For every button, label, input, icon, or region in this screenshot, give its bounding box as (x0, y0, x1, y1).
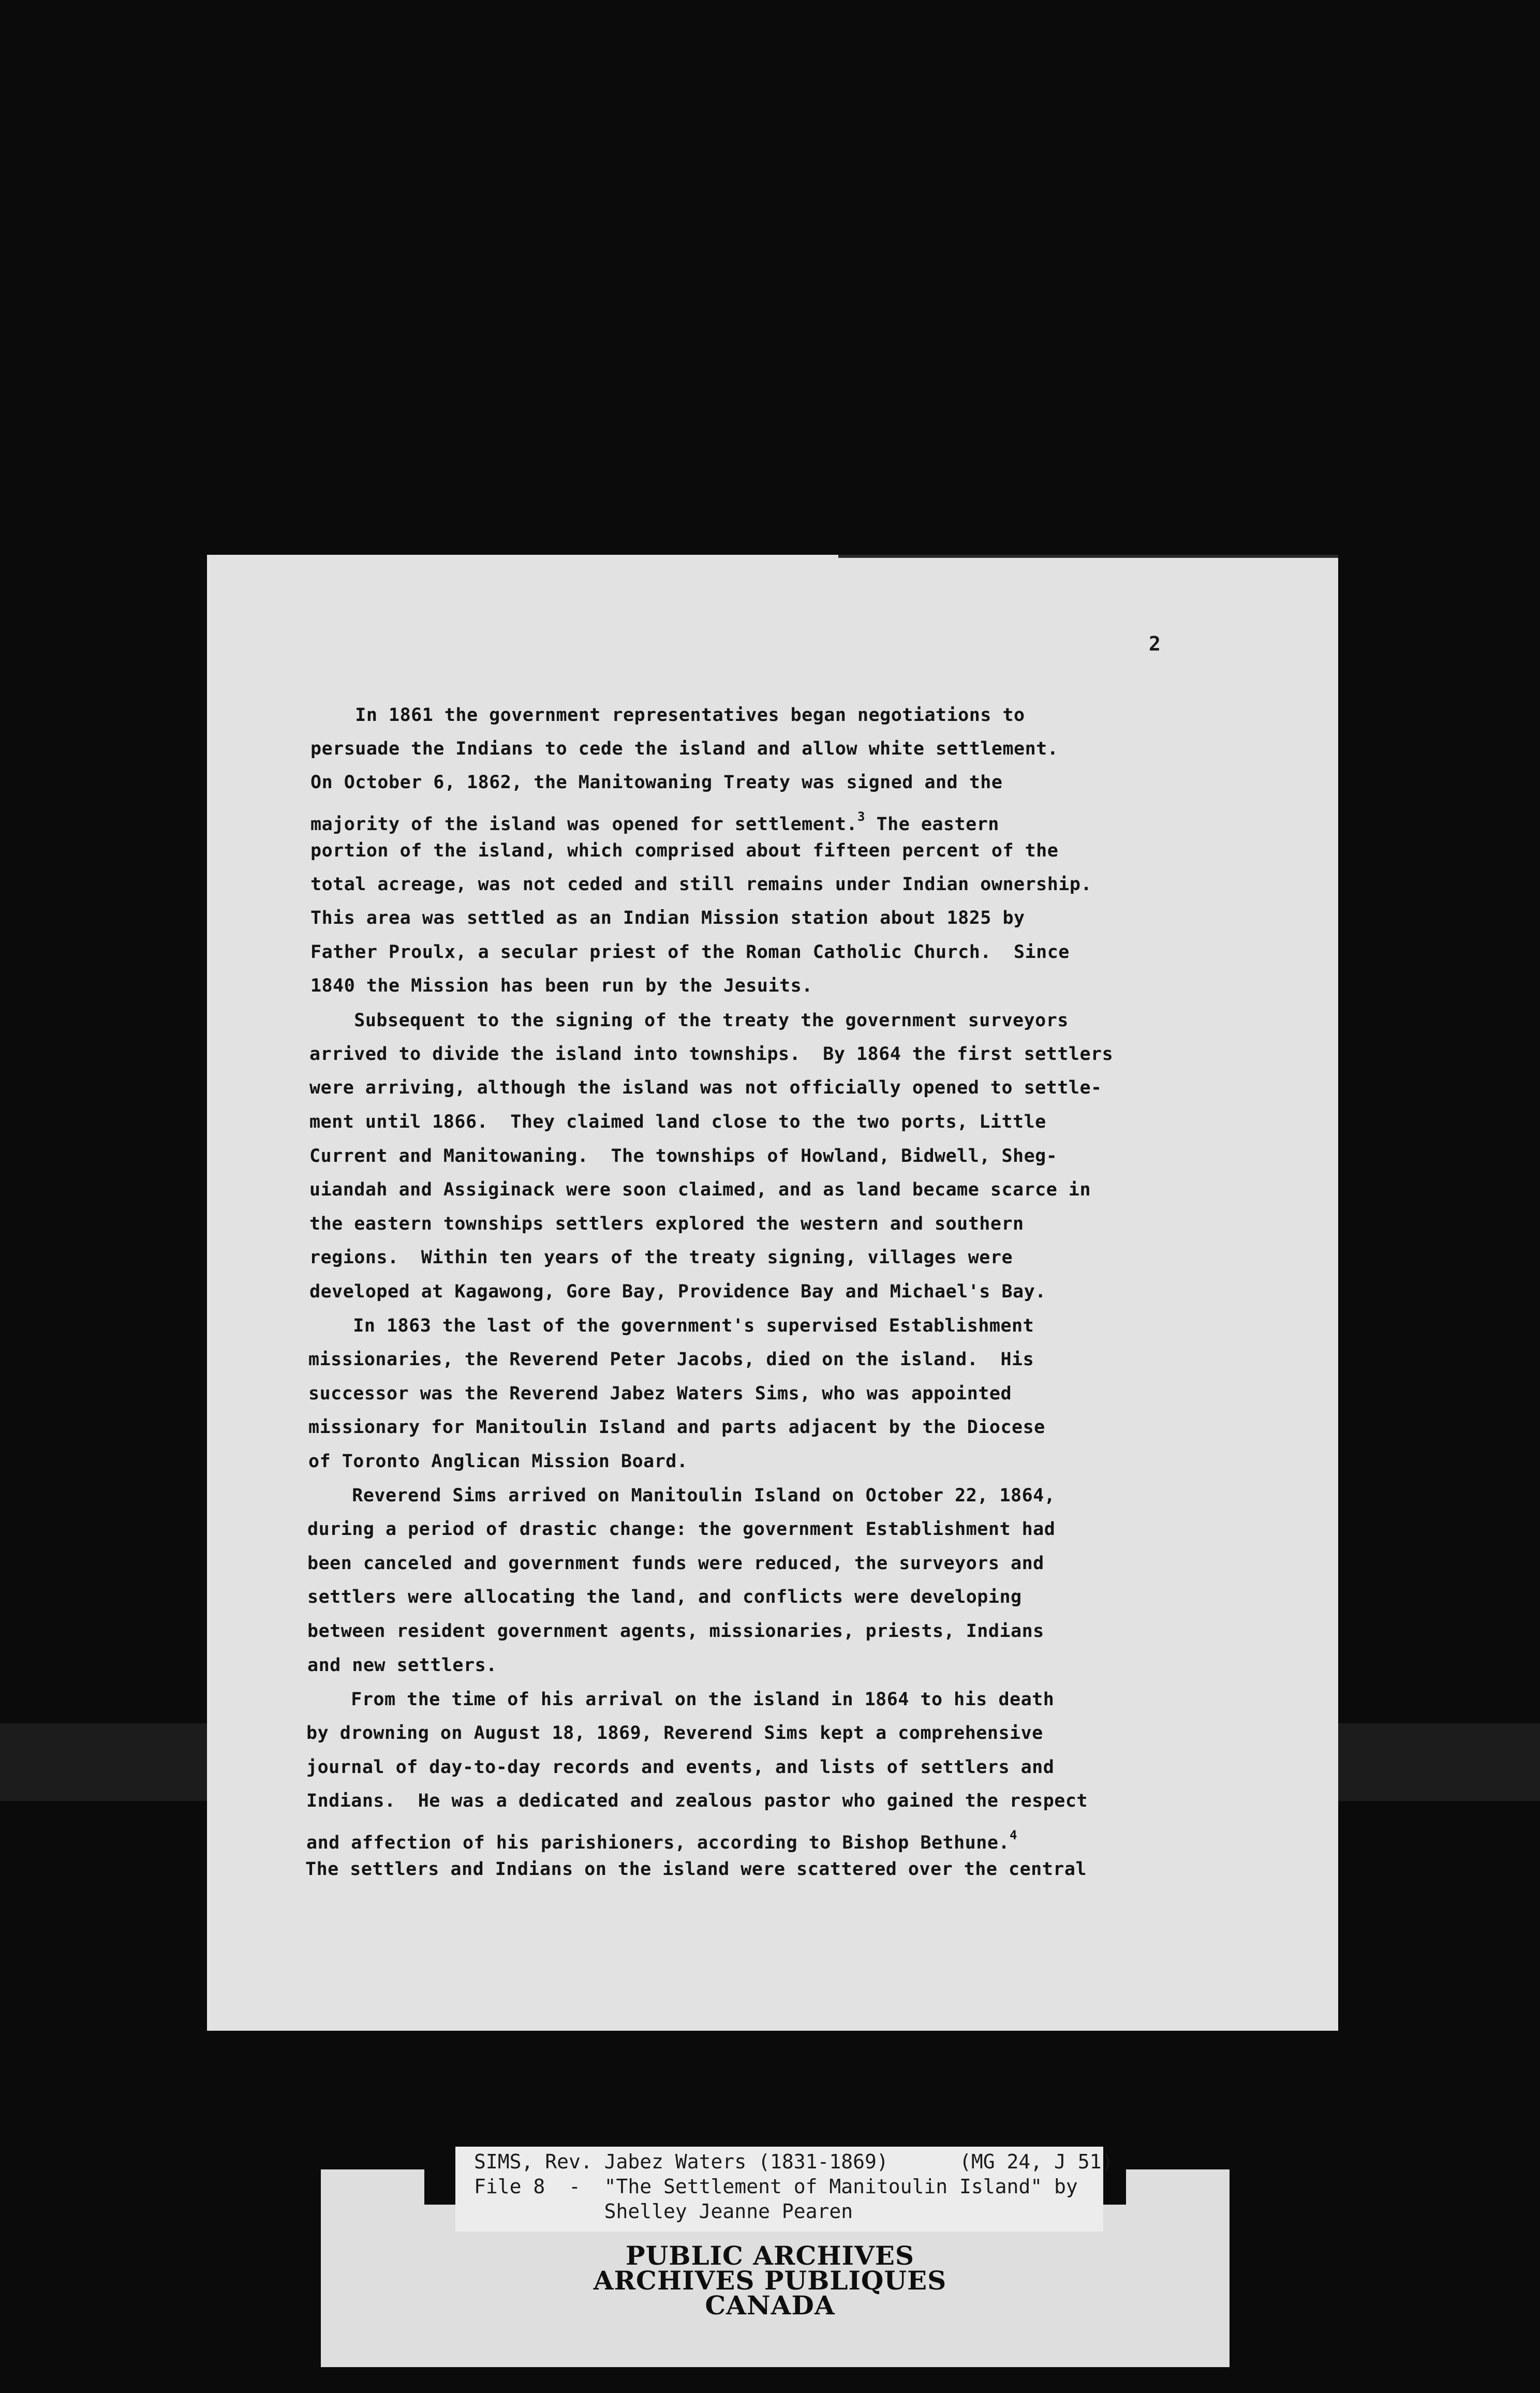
text-line: Indians. He was a dedicated and zealous pastor who gained the respect (306, 1791, 1088, 1811)
text-line: total acreage, was not ceded and still remains under Indian ownership. (310, 874, 1092, 895)
text-line: been canceled and government funds were reduced, the surveyors and (307, 1553, 1044, 1574)
text-line: In 1861 the government representatives began negotiations to (310, 705, 1025, 726)
text-line: the eastern townships settlers explored the western and southern (309, 1214, 1024, 1234)
page-number: 2 (1149, 632, 1161, 655)
text-line: developed at Kagawong, Gore Bay, Providence Bay and Michael's Bay. (309, 1281, 1046, 1302)
text-line: missionaries, the Reverend Peter Jacobs, died on the island. His (308, 1349, 1034, 1370)
text-line: Subsequent to the signing of the treaty the government surveyors (309, 1010, 1069, 1031)
catalog-card (455, 2147, 1114, 2232)
text-line: ment until 1866. They claimed land close to the two ports, Little (309, 1112, 1046, 1132)
text-line: regions. Within ten years of the treaty signing, villages were (309, 1247, 1013, 1268)
text-line: journal of day-to-day records and events, and lists of settlers and (306, 1757, 1055, 1778)
text-line: 1840 the Mission has been run by the Jesuits. (310, 976, 813, 996)
text-line: From the time of his arrival on the island in 1864 to his death (306, 1689, 1055, 1710)
catalog-line: File 8 - "The Settlement of Manitoulin Island" by (474, 2175, 1078, 2198)
archives-stamp-line: CANADA (705, 2290, 835, 2321)
text-line: On October 6, 1862, the Manitowaning Treaty was signed and the (310, 772, 1003, 793)
text-line (306, 1825, 1017, 1853)
text-line: Father Proulx, a secular priest of the Roman Catholic Church. Since (310, 942, 1070, 963)
text-line: missionary for Manitoulin Island and parts adjacent by the Diocese (308, 1417, 1045, 1438)
text-line: Reverend Sims arrived on Manitoulin Island on October 22, 1864, (307, 1485, 1056, 1506)
text-line: In 1863 the last of the government's supervised Establishment (308, 1316, 1034, 1336)
text-line: were arriving, although the island was not officially opened to settle- (309, 1077, 1102, 1098)
text-line (310, 806, 999, 835)
archives-stamp-line: PUBLIC ARCHIVES (626, 2240, 914, 2271)
text-line: settlers were allocating the land, and conflicts were developing (307, 1587, 1022, 1607)
text-line: of Toronto Anglican Mission Board. (308, 1451, 688, 1472)
text-line: persuade the Indians to cede the island and allow white settlement. (310, 738, 1059, 759)
text-line: and new settlers. (307, 1655, 497, 1676)
text-line-part: majority of the island was opened for settlement. (310, 814, 858, 835)
text-line: by drowning on August 18, 1869, Reverend Sims kept a comprehensive (306, 1723, 1043, 1744)
footnote-marker: 3 (857, 809, 865, 824)
text-line: during a period of drastic change: the government Establishment had (307, 1519, 1056, 1540)
footnote-marker: 4 (1010, 1828, 1017, 1842)
text-line-part: and affection of his parishioners, according to Bishop Bethune. (306, 1833, 1010, 1853)
text-line: arrived to divide the island into townships. By 1864 the first settlers (309, 1044, 1114, 1065)
archives-stamp-line: ARCHIVES PUBLIQUES (593, 2265, 947, 2296)
text-line: This area was settled as an Indian Mission station about 1825 by (310, 908, 1025, 928)
catalog-line: SIMS, Rev. Jabez Waters (1831-1869) (MG 24, J 51) (474, 2150, 1114, 2173)
text-line: portion of the island, which comprised about fifteen percent of the (310, 840, 1059, 861)
catalog-line: Shelley Jeanne Pearen (474, 2200, 853, 2223)
text-line: successor was the Reverend Jabez Waters Sims, who was appointed (308, 1383, 1012, 1404)
text-line: uiandah and Assiginack were soon claimed, and as land became scarce in (309, 1179, 1091, 1200)
text-line: Current and Manitowaning. The townships of Howland, Bidwell, Sheg- (309, 1146, 1058, 1166)
document-page (207, 555, 1338, 2031)
text-line: The settlers and Indians on the island were scattered over the central (305, 1859, 1087, 1880)
text-line: between resident government agents, missionaries, priests, Indians (307, 1621, 1044, 1642)
page-edge-shadow (838, 555, 1338, 558)
text-line-part: The eastern (865, 814, 999, 835)
